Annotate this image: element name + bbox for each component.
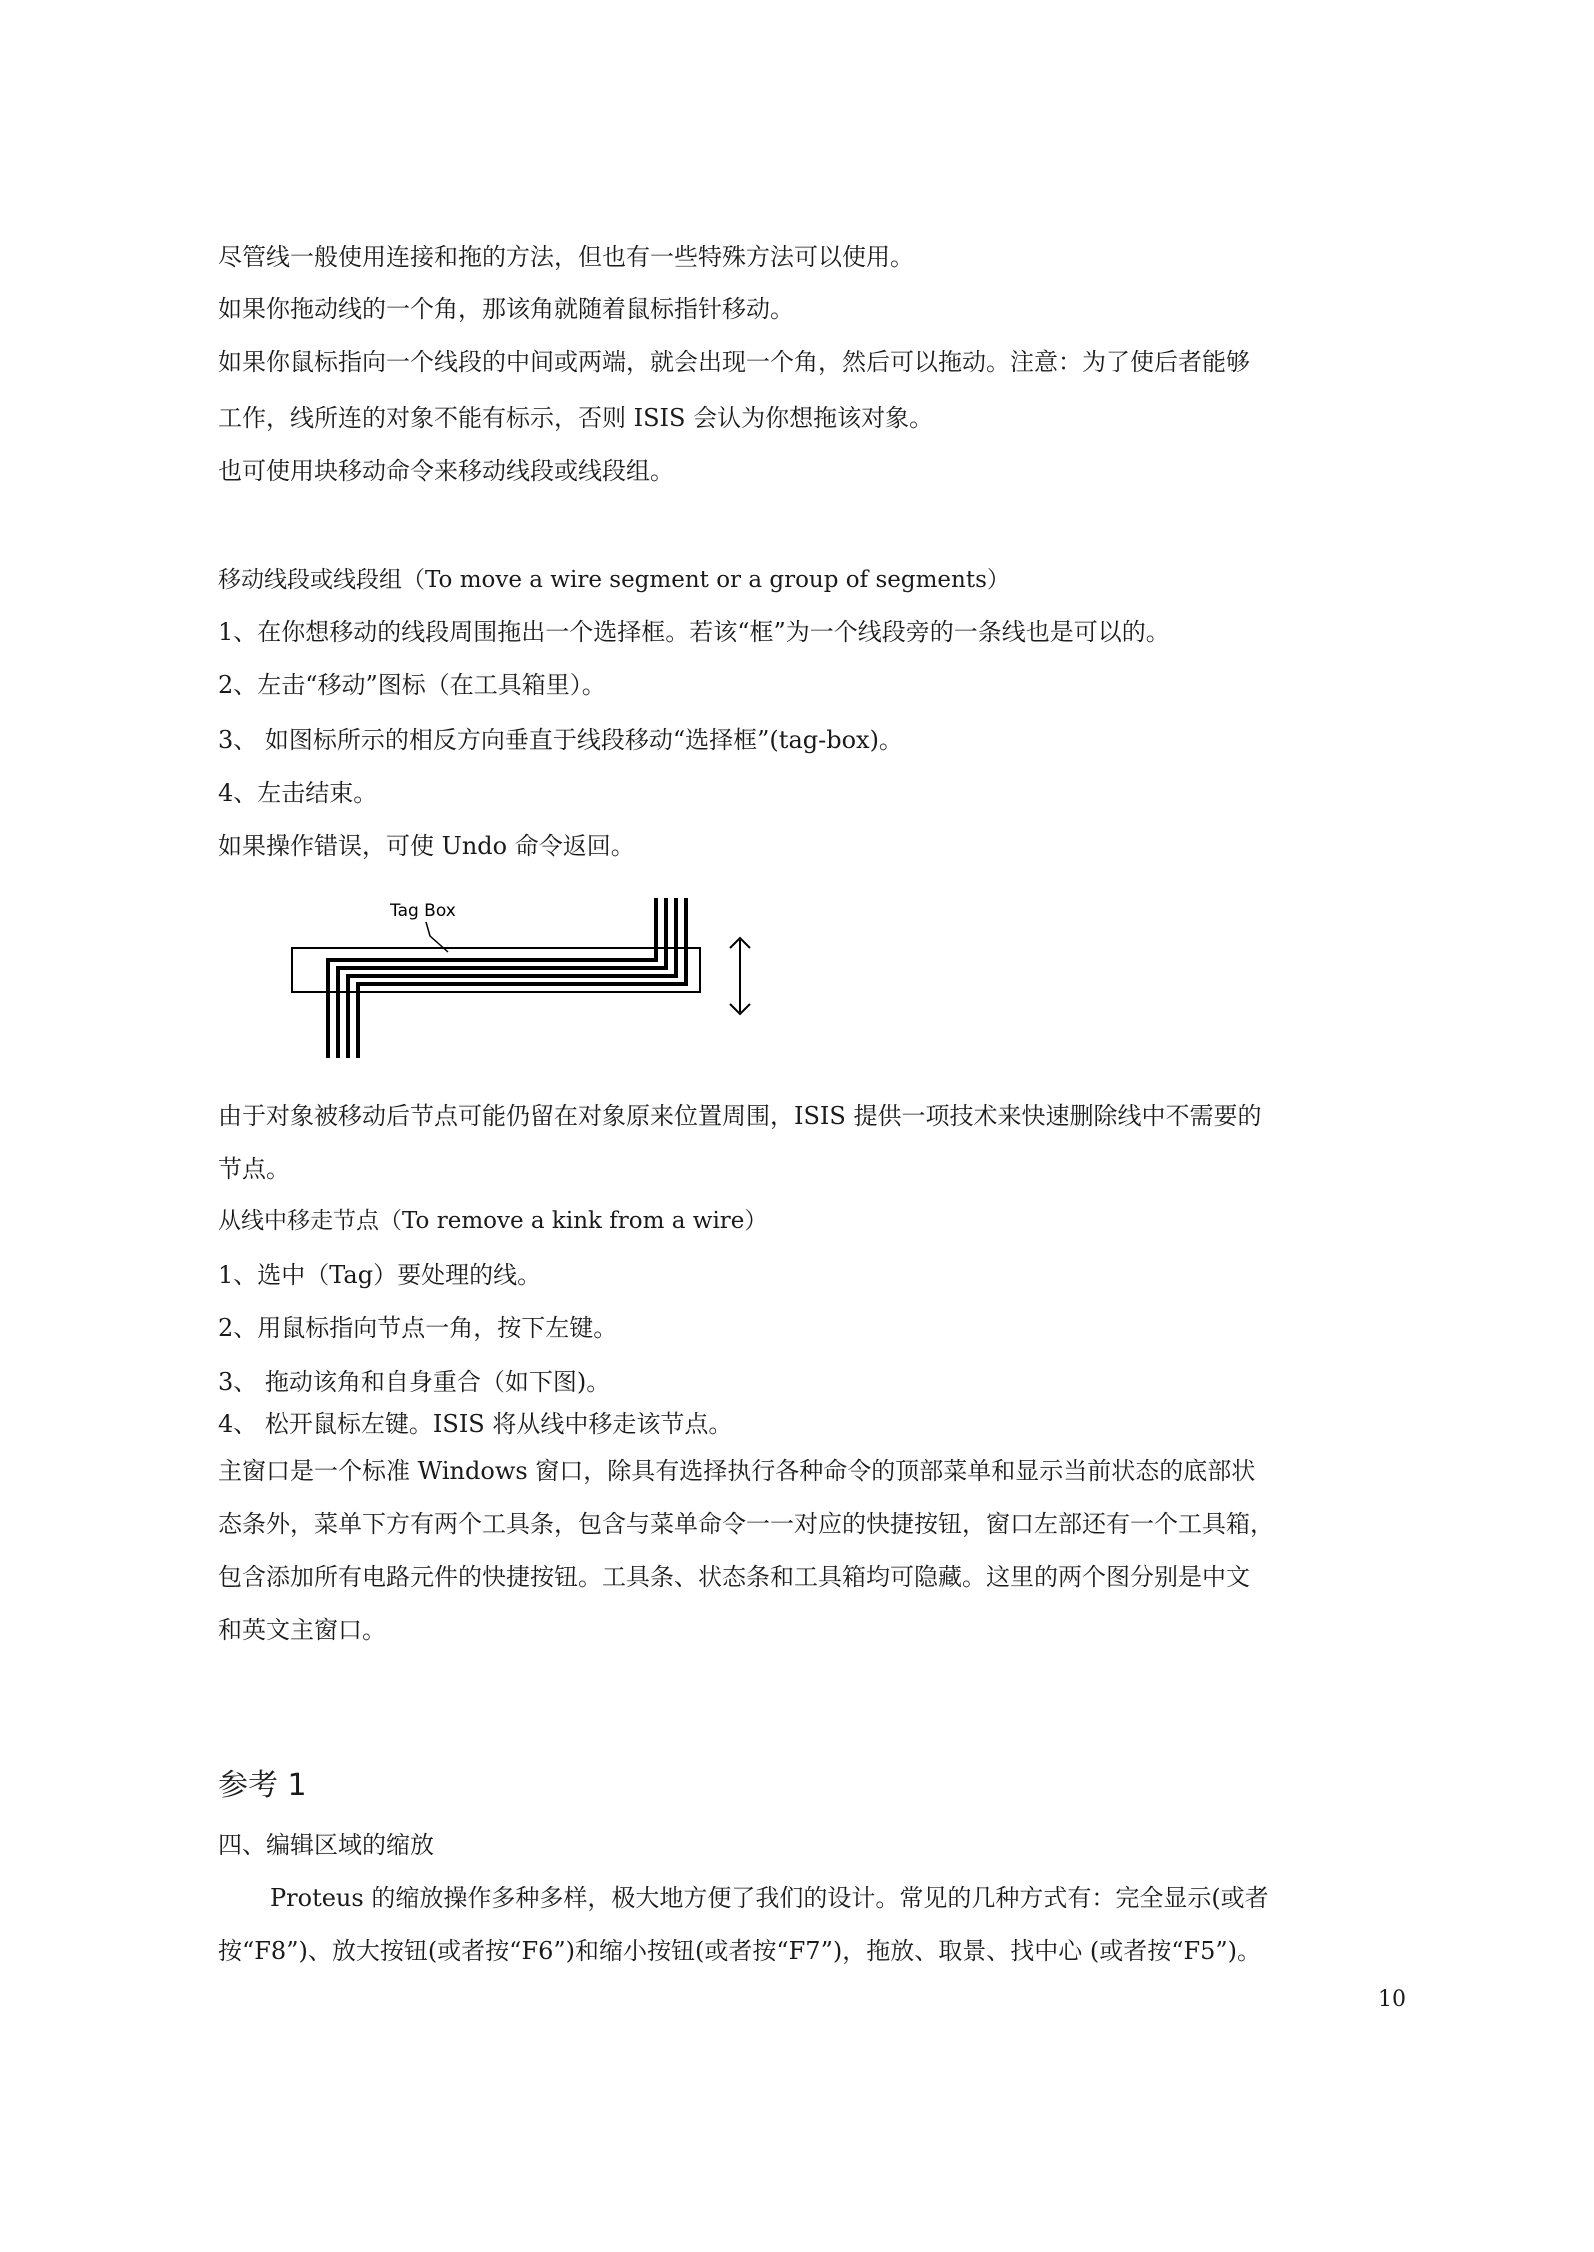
paragraph-line: 工作，线所连的对象不能有标示，否则 ISIS 会认为你想拖该对象。 [218,404,934,432]
reference-heading: 参考 1 [218,1768,307,1803]
step-item: 2、左击“移动”图标（在工具箱里）。 [218,671,606,699]
step-item: 3、 拖动该角和自身重合（如下图)。 [218,1368,611,1396]
section-title-kink: 从线中移走节点（To remove a kink from a wire） [218,1208,768,1234]
paragraph-line: 态条外，菜单下方有两个工具条，包含与菜单命令一一对应的快捷按钮，窗口左部还有一个工具箱， [218,1510,1274,1538]
paragraph-line: 包含添加所有电路元件的快捷按钮。工具条、状态条和工具箱均可隐藏。这里的两个图分别是中文 [218,1563,1250,1591]
paragraph-line: 和英文主窗口。 [218,1616,386,1644]
paragraph-line: 尽管线一般使用连接和拖的方法，但也有一些特殊方法可以使用。 [218,243,914,271]
paragraph-line: 也可使用块移动命令来移动线段或线段组。 [218,457,674,485]
tag-box-label: Tag Box [390,901,456,921]
paragraph-line: 如果你拖动线的一个角，那该角就随着鼠标指针移动。 [218,295,794,323]
step-item: 4、 松开鼠标左键。ISIS 将从线中移走该节点。 [218,1410,733,1438]
step-item: 2、用鼠标指向节点一角，按下左键。 [218,1314,618,1342]
step-item: 3、 如图标所示的相反方向垂直于线段移动“选择框”(tag-box)。 [218,726,903,754]
paragraph-line: Proteus 的缩放操作多种多样，极大地方便了我们的设计。常见的几种方式有：完全显示(或者 [270,1884,1269,1912]
paragraph-line: 节点。 [218,1155,290,1183]
vertical-double-arrow-icon [730,938,750,1014]
paragraph-line: 按“F8”)、放大按钮(或者按“F6”)和缩小按钮(或者按“F7”)，拖放、取景、找中心 (或者按“F5”)。 [218,1937,1262,1965]
tag-box-figure [290,888,770,1068]
step-item: 1、在你想移动的线段周围拖出一个选择框。若该“框”为一个线段旁的一条线也是可以的。 [218,618,1170,646]
paragraph-line: 如果你鼠标指向一个线段的中间或两端，就会出现一个角，然后可以拖动。注意：为了使后者能够 [218,348,1250,376]
paragraph-line: 由于对象被移动后节点可能仍留在对象原来位置周围，ISIS 提供一项技术来快速删除线中不需要的 [218,1102,1262,1130]
step-item: 4、左击结束。 [218,779,378,807]
step-item: 1、选中（Tag）要处理的线。 [218,1261,542,1289]
paragraph-line: 主窗口是一个标准 Windows 窗口，除具有选择执行各种命令的顶部菜单和显示当前状态的底部状 [218,1457,1256,1485]
undo-note: 如果操作错误，可使 Undo 命令返回。 [218,832,635,860]
wire-3 [348,898,676,1058]
page-number: 10 [1378,1987,1406,2012]
reference-subheading: 四、编辑区域的缩放 [218,1831,434,1859]
section-title-move: 移动线段或线段组（To move a wire segment or a group of segments） [218,567,1010,593]
